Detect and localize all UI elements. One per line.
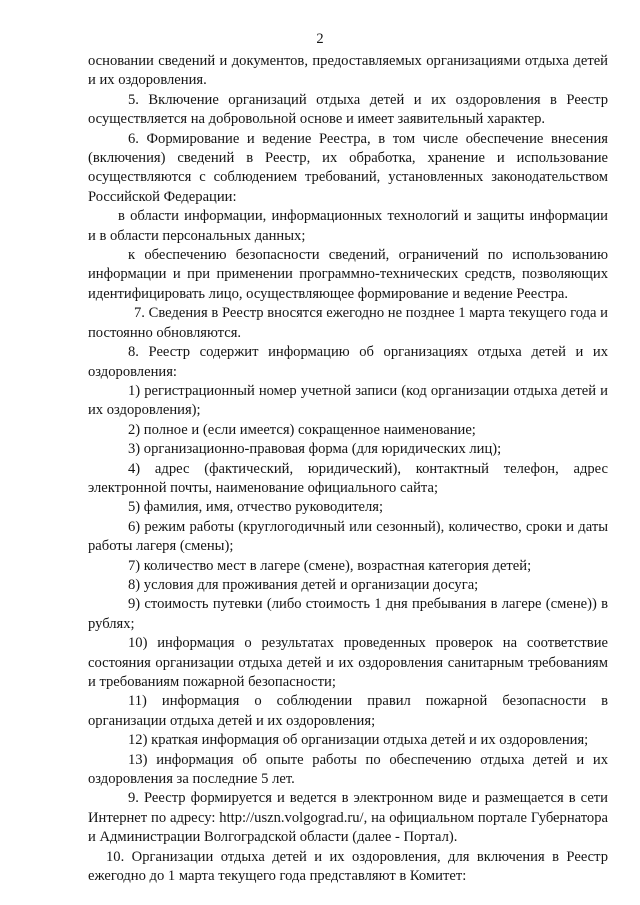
list-item-4: 4) адрес (фактический, юридический), контактный телефон, адрес электронной почты, наименование официального сайта; bbox=[88, 460, 608, 496]
list-item-5: 5) фамилия, имя, отчество руководителя; bbox=[128, 499, 384, 516]
paragraph-item-6-area-security: к обеспечению безопасности сведений, ограничений по использованию информации и при применении программно-технических средств, позволяющих идентифицировать лицо, осуществляющее формирование и ведение Реестра. bbox=[88, 247, 608, 302]
list-item-6: 6) режим работы (круглогодичный или сезонный), количество, сроки и даты работы лагеря (смены); bbox=[88, 518, 608, 555]
paragraph-item-10: 10. Организации отдыха детей и их оздоровления, для включения в Реестр ежегодно до 1 марта текущего года представляют в Комитет: bbox=[88, 848, 608, 885]
paragraph-continuation: основании сведений и документов, предоставляемых организациями отдыха детей и их оздоровления. bbox=[88, 53, 608, 89]
list-item-11: 11) информация о соблюдении правил пожарной безопасности в организации отдыха детей и их оздоровления; bbox=[88, 693, 608, 729]
list-item-9: 9) стоимость путевки (либо стоимость 1 дня пребывания в лагере (смене)) в рублях; bbox=[88, 596, 608, 632]
list-item-8: 8) условия для проживания детей и организации досуга; bbox=[128, 576, 479, 593]
list-item-2: 2) полное и (если имеется) сокращенное наименование; bbox=[128, 421, 476, 438]
list-item-7: 7) количество мест в лагере (смене), возрастная категория детей; bbox=[128, 557, 532, 574]
paragraph-item-5: 5. Включение организаций отдыха детей и их оздоровления в Реестр осуществляется на добровольной основе и имеет заявительный характер. bbox=[88, 91, 608, 128]
paragraph-item-9: 9. Реестр формируется и ведется в электронном виде и размещается в сети Интернет по адресу: http://uszn.volgograd.ru/, на официальном портале Губернатора и Администрации Волгоградской области (далее - Портал). bbox=[88, 790, 608, 846]
list-item-1: 1) регистрационный номер учетной записи (код организации отдыха детей и их оздоровления); bbox=[88, 382, 608, 419]
page-number: 2 bbox=[316, 31, 324, 47]
document-body bbox=[88, 52, 608, 886]
list-item-13: 13) информация об опыте работы по обеспечению отдыха детей и их оздоровления за последние 5 лет. bbox=[88, 751, 608, 788]
paragraph-item-8: 8. Реестр содержит информацию об организациях отдыха детей и их оздоровления: bbox=[88, 344, 608, 380]
paragraph-item-6: 6. Формирование и ведение Реестра, в том числе обеспечение внесения (включения) сведений в Реестр, их обработка, хранение и использование осуществляются с соблюдением требований, установленных законодательством Российской Федерации: bbox=[88, 130, 608, 205]
paragraph-item-6-area-information: в области информации, информационных технологий и защиты информации и в области персональных данных; bbox=[88, 208, 608, 244]
list-item-10: 10) информация о результатах проведенных проверок на соответствие состояния организации отдыха детей и их оздоровления санитарным требованиям и требованиям пожарной безопасности; bbox=[88, 635, 608, 690]
list-item-12: 12) краткая информация об организации отдыха детей и их оздоровления; bbox=[128, 732, 589, 749]
paragraph-item-7: 7. Сведения в Реестр вносятся ежегодно не позднее 1 марта текущего года и постоянно обновляются. bbox=[88, 305, 608, 341]
list-item-3: 3) организационно-правовая форма (для юридических лиц); bbox=[128, 441, 502, 458]
